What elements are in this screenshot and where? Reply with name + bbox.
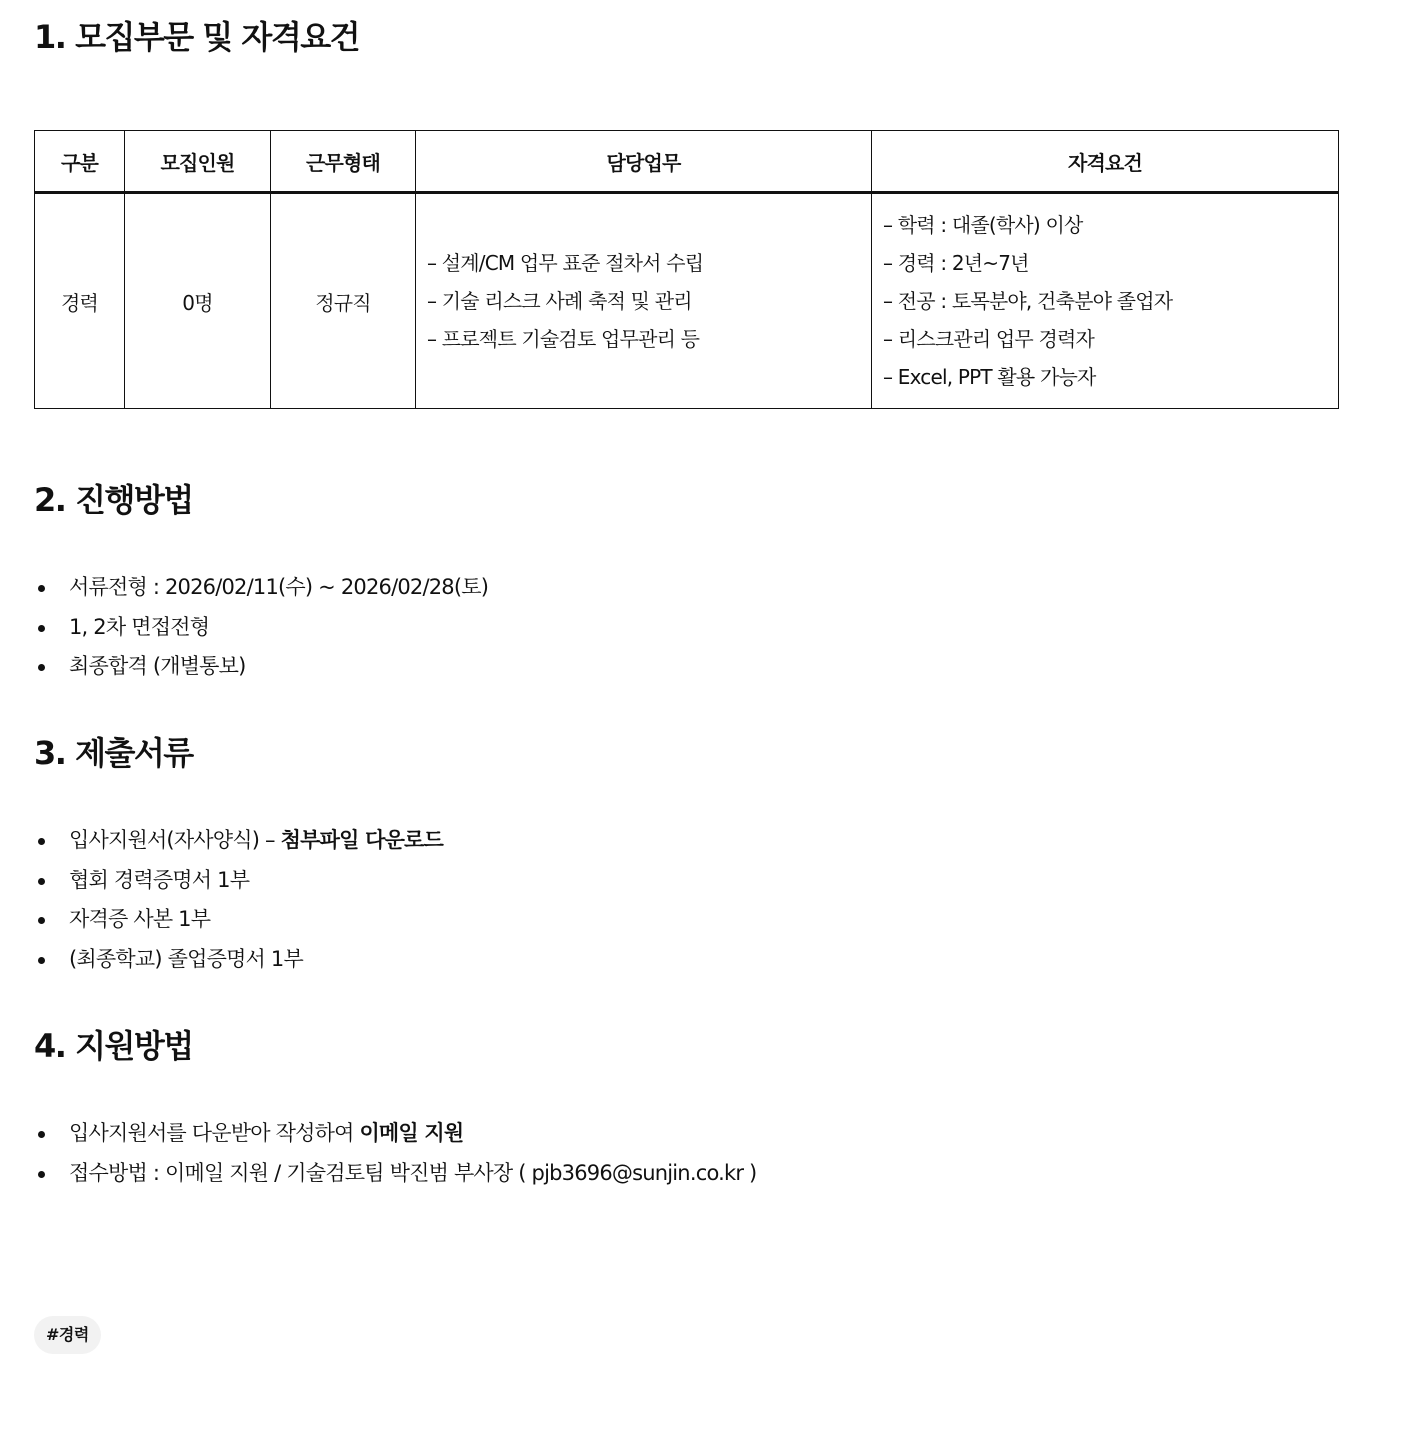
list-item bbox=[34, 821, 443, 861]
list-item bbox=[34, 608, 488, 648]
qualification-item: – 경력 : 2년~7년 bbox=[883, 251, 1029, 275]
qualification-item: – 학력 : 대졸(학사) 이상 bbox=[883, 213, 1083, 237]
list-item-text: 자격증 사본 1부 bbox=[69, 907, 211, 931]
bullet-icon bbox=[38, 957, 45, 964]
bullet-icon bbox=[38, 917, 45, 924]
list-item-text: 서류전형 : 2026/02/11(수) ~ 2026/02/28(토) bbox=[69, 575, 489, 599]
list-item-text: 협회 경력증명서 1부 bbox=[69, 867, 250, 892]
tag-career[interactable]: #경력 bbox=[34, 1316, 101, 1354]
list-item bbox=[34, 1154, 756, 1194]
qualification-item: – 리스크관리 업무 경력자 bbox=[883, 327, 1095, 351]
header-employment-type: 근무형태 bbox=[271, 131, 416, 193]
header-category: 구분 bbox=[35, 131, 125, 193]
bullet-icon bbox=[38, 625, 45, 632]
list-item-text: 입사지원서(자사양식) – bbox=[69, 828, 281, 852]
documents-list bbox=[34, 821, 443, 979]
cell-employment-type: 정규직 bbox=[271, 193, 416, 409]
bullet-icon bbox=[38, 585, 45, 592]
recruitment-table bbox=[34, 130, 1339, 409]
table-header-row bbox=[35, 131, 1339, 193]
duty-item: – 설계/CM 업무 표준 절차서 수립 bbox=[427, 251, 704, 275]
header-qualifications: 자격요건 bbox=[872, 131, 1339, 193]
list-item-emphasis: 이메일 지원 bbox=[359, 1121, 464, 1145]
list-item-text: 입사지원서를 다운받아 작성하여 bbox=[69, 1121, 360, 1145]
table-row bbox=[35, 193, 1339, 409]
duty-item: – 기술 리스크 사례 축적 및 관리 bbox=[427, 289, 692, 313]
section-title-process: 2. 진행방법 bbox=[34, 481, 193, 519]
header-duties: 담당업무 bbox=[416, 131, 872, 193]
list-item bbox=[34, 940, 443, 980]
section-title-application: 4. 지원방법 bbox=[34, 1027, 193, 1065]
bullet-icon bbox=[38, 664, 45, 671]
list-item-text: 접수방법 : 이메일 지원 / 기술검토팀 박진범 부사장 ( pjb3696@sunjin.co.kr ) bbox=[69, 1160, 757, 1185]
list-item bbox=[34, 1114, 756, 1154]
cell-category: 경력 bbox=[35, 193, 125, 409]
bullet-icon bbox=[38, 878, 45, 885]
section-title-documents: 3. 제출서류 bbox=[34, 734, 193, 772]
list-item bbox=[34, 647, 488, 687]
qualification-item: – 전공 : 토목분야, 건축분야 졸업자 bbox=[883, 289, 1173, 313]
list-item-text: (최종학교) 졸업증명서 1부 bbox=[69, 946, 303, 971]
list-item bbox=[34, 900, 443, 940]
cell-qualifications bbox=[872, 193, 1339, 409]
section-title-recruitment: 1. 모집부문 및 자격요건 bbox=[34, 18, 360, 56]
bullet-icon bbox=[38, 1171, 45, 1178]
header-headcount: 모집인원 bbox=[125, 131, 271, 193]
duty-item: – 프로젝트 기술검토 업무관리 등 bbox=[427, 327, 700, 351]
cell-duties bbox=[416, 193, 872, 409]
qualification-item: – Excel, PPT 활용 가능자 bbox=[883, 365, 1096, 389]
bullet-icon bbox=[38, 1131, 45, 1138]
list-item bbox=[34, 861, 443, 901]
application-list bbox=[34, 1114, 756, 1193]
bullet-icon bbox=[38, 838, 45, 845]
list-item-text: 1, 2차 면접전형 bbox=[69, 614, 210, 639]
list-item-text: 최종합격 (개별통보) bbox=[69, 654, 246, 678]
process-list bbox=[34, 568, 488, 687]
list-item bbox=[34, 568, 488, 608]
cell-headcount: 0명 bbox=[125, 193, 271, 409]
attachment-download-link[interactable]: 첨부파일 다운로드 bbox=[280, 828, 444, 852]
